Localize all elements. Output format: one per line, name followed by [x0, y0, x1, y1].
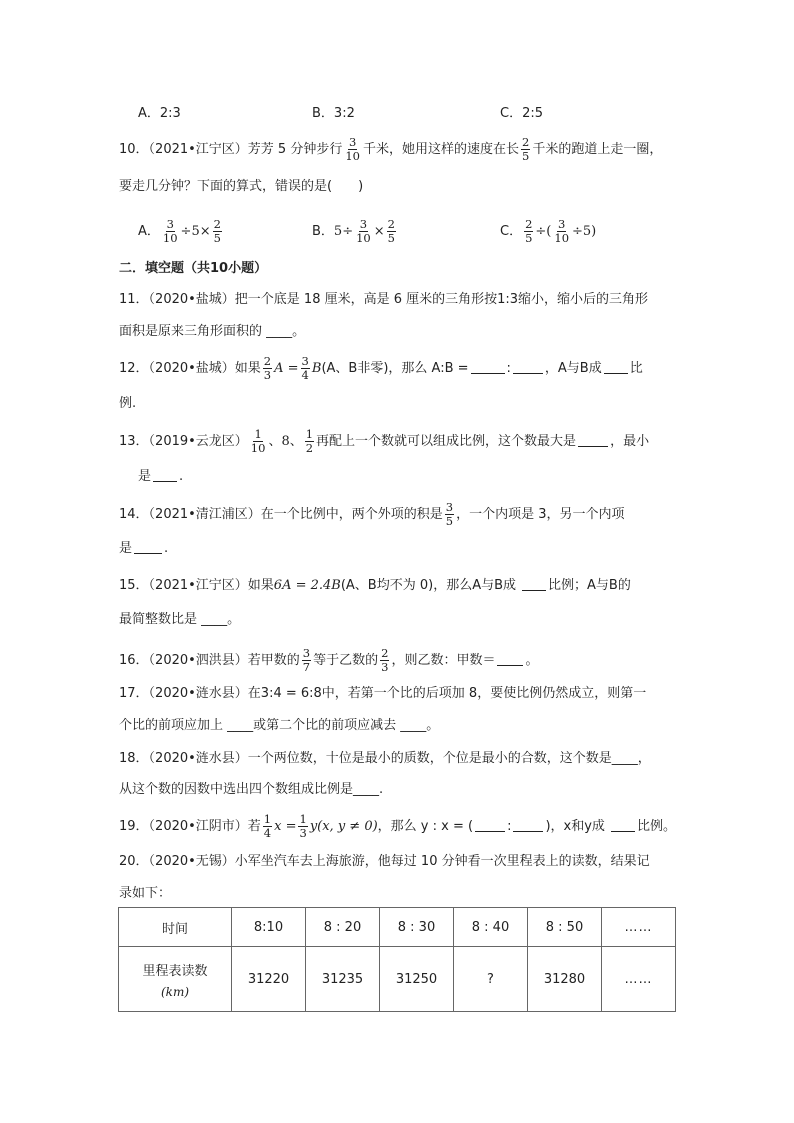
- q18-line2: 从这个数的因数中选出四个数组成比例是____.: [119, 782, 384, 797]
- q12-line2: 例.: [119, 396, 137, 411]
- time-cell: 8:10: [232, 908, 306, 947]
- q10-line1: 10．（2021•江宁区）芳芳 5 分钟步行 $\frac{3}{10}$ 千米，她用这样的速度在长 $\frac{2}{5}$ 千米的跑道上走一圈，: [119, 135, 663, 163]
- q20-line1: 20．（2020•无锡）小军坐汽车去上海旅游，他每过 10 分钟看一次里程表上的读数，结果记: [119, 854, 650, 869]
- time-cell: 8 : 30: [380, 908, 454, 947]
- unit-label: (km): [160, 984, 189, 999]
- reading-cell: 31250: [380, 947, 454, 1012]
- q10-option-b: B．5÷ $\frac{3}{10}$ × $\frac{2}{5}$: [312, 217, 395, 245]
- q9-option-c: C．2:5: [500, 106, 543, 121]
- q16-blank[interactable]: [497, 652, 523, 666]
- q19-blank-3[interactable]: [611, 818, 635, 832]
- q12-blank-2[interactable]: [513, 360, 543, 374]
- q19-blank-2[interactable]: [513, 818, 543, 832]
- time-cell: ……: [602, 908, 676, 947]
- q16-line1: 16．（2020•泗洪县）若甲数的 $\frac{3}{7}$ 等于乙数的 $\frac{2}{3}$ ，则乙数：甲数＝ 。: [119, 646, 539, 674]
- section-title: 二．填空题（共10小题）: [119, 261, 268, 276]
- q17-line1: 17．（2020•涟水县）在3:4 = 6:8中，若第一个比的后项加 8，要使比例仍然成立，则第一: [119, 686, 647, 701]
- reading-cell: 31235: [306, 947, 380, 1012]
- reading-cell-unknown: ?: [454, 947, 528, 1012]
- q14-blank[interactable]: [134, 540, 162, 554]
- q13-line2: 是 .: [138, 469, 184, 484]
- q19-blank-1[interactable]: [475, 818, 505, 832]
- q10-line2: 要走几分钟？下面的算式，错误的是( ): [119, 179, 364, 194]
- q12-line1: 12．（2020•盐城）如果 $\frac{2}{3}$ A = $\frac{3}{4}$ B(A、B非零)，那么 A:B = : ，A与B成 比: [119, 354, 643, 382]
- q20-line2: 录如下：: [119, 886, 172, 901]
- q11-line2: 面积是原来三角形面积的 ____。: [119, 324, 306, 339]
- q14-line1: 14．（2021•清江浦区）在一个比例中，两个外项的积是 $\frac{3}{5}$ ，一个内项是 3，另一个内项: [119, 500, 625, 528]
- table-row: [119, 947, 676, 1012]
- q11-line1: 11．（2020•盐城）把一个底是 18 厘米，高是 6 厘米的三角形按1:3缩小，缩小后的三角形: [119, 292, 649, 307]
- q15-blank-1[interactable]: [522, 577, 546, 591]
- time-header: 时间: [119, 908, 232, 947]
- reading-cell: ……: [602, 947, 676, 1012]
- time-cell: 8 : 50: [528, 908, 602, 947]
- q9-option-a: A．2:3: [138, 106, 181, 121]
- q15-line1: 15．（2021•江宁区）如果6A = 2.4B(A、B均不为 0)，那么A与B成 比例；A与B的: [119, 578, 631, 593]
- mileage-table: [118, 907, 676, 1012]
- q17-line2: 个比的前项应加上 ____或第二个比的前项应减去 ____。: [119, 718, 440, 733]
- q12-blank-1[interactable]: [471, 360, 505, 374]
- reading-header: 里程表读数 (km): [119, 947, 232, 1012]
- reading-cell: 31280: [528, 947, 602, 1012]
- q13-blank-min[interactable]: [153, 468, 177, 482]
- q12-blank-3[interactable]: [604, 360, 628, 374]
- q10-option-c: C． $\frac{2}{5}$ ÷( $\frac{3}{10}$ ÷5): [500, 217, 597, 245]
- q10-option-a: A． $\frac{3}{10}$ ÷5× $\frac{2}{5}$: [138, 217, 221, 245]
- q13-blank-max[interactable]: [578, 433, 608, 447]
- time-cell: 8 : 20: [306, 908, 380, 947]
- q10-frac1: $\frac{3}{10}$: [345, 135, 360, 163]
- q10-frac2: $\frac{2}{5}$: [522, 135, 530, 163]
- q14-line2: 是 .: [119, 541, 169, 556]
- q18-line1: 18．（2020•涟水县）一个两位数，十位是最小的质数，个位是最小的合数，这个数是____，: [119, 751, 651, 766]
- time-cell: 8 : 40: [454, 908, 528, 947]
- q15-line2: 最简整数比是 ____。: [119, 612, 241, 627]
- table-row: [119, 908, 676, 947]
- q9-option-b: B．3:2: [312, 106, 355, 121]
- q13-line1: 13．（2019•云龙区） $\frac{1}{10}$ 、8、 $\frac{1}{2}$ 再配上一个数就可以组成比例，这个数最大是 ，最小: [119, 427, 650, 455]
- reading-cell: 31220: [232, 947, 306, 1012]
- q19-line1: 19．（2020•江阴市）若 $\frac{1}{4}$ x = $\frac{1}{3}$ y(x, y ≠ 0)，那么 y : x = ( : )，x和y成 比例。: [119, 812, 676, 840]
